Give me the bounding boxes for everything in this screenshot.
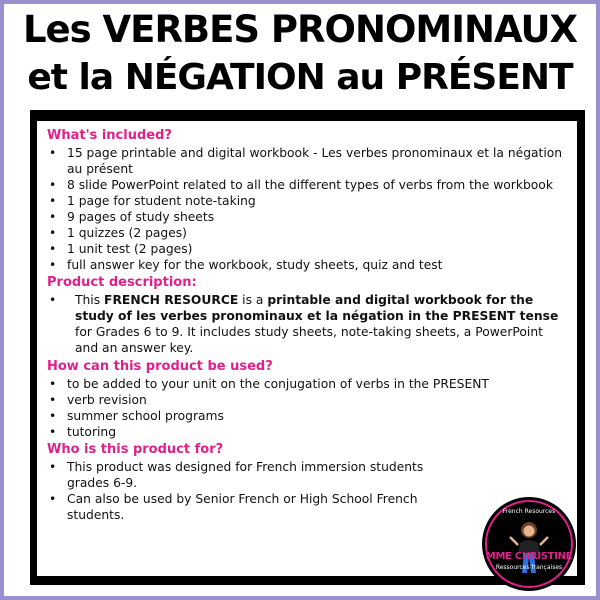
list-item: • 1 quizzes (2 pages) <box>49 226 187 240</box>
list-item: • 1 page for student note-taking <box>49 194 256 208</box>
logo-bottom-text: Ressources françaises <box>495 564 563 571</box>
title-line-1: Les VERBES PRONOMINAUX <box>22 8 578 51</box>
list-item: • summer school programs <box>49 409 224 423</box>
audience-heading: Who is this product for? <box>47 442 224 457</box>
list-item: • 8 slide PowerPoint related to all the different types of verbs from the workbook <box>49 178 553 192</box>
list-item: • 15 page printable and digital workbook - Les verbes pronominaux et la négation au présent <box>49 146 563 176</box>
list-item: • 9 pages of study sheets <box>49 210 215 224</box>
brand-logo <box>482 497 576 591</box>
list-item: • tutoring <box>49 425 117 439</box>
logo-top-text: French Resources <box>502 508 556 515</box>
list-item: • 1 unit test (2 pages) <box>49 242 193 256</box>
usage-heading: How can this product be used? <box>47 359 273 374</box>
description-text: • This FRENCH RESOURCE is a printable and digital workbook for the study of les verbes pronominaux et la négation in the PRESENT tense for Grades 6 to 9. It includes study sheets, note-taking sheets, a PowerPoint and an answer key. <box>49 293 559 355</box>
included-list <box>47 145 567 273</box>
included-heading: What's included? <box>47 128 172 143</box>
list-item: • to be added to your unit on the conjugation of verbs in the PRESENT <box>49 377 489 391</box>
logo-name-text: MME CHRISTINE <box>485 551 573 562</box>
list-item: • This product was designed for French immersion students grades 6-9. <box>49 460 424 490</box>
title-line-2: et la NÉGATION au PRÉSENT <box>27 57 573 98</box>
list-item: • Can also be used by Senior French or High School French students. <box>49 492 418 522</box>
page-title <box>0 6 600 102</box>
usage-list <box>47 376 567 440</box>
list-item: • verb revision <box>49 393 147 407</box>
description-heading: Product description: <box>47 275 197 290</box>
audience-list <box>47 459 467 523</box>
list-item: • full answer key for the workbook, study sheets, quiz and test <box>49 258 443 272</box>
